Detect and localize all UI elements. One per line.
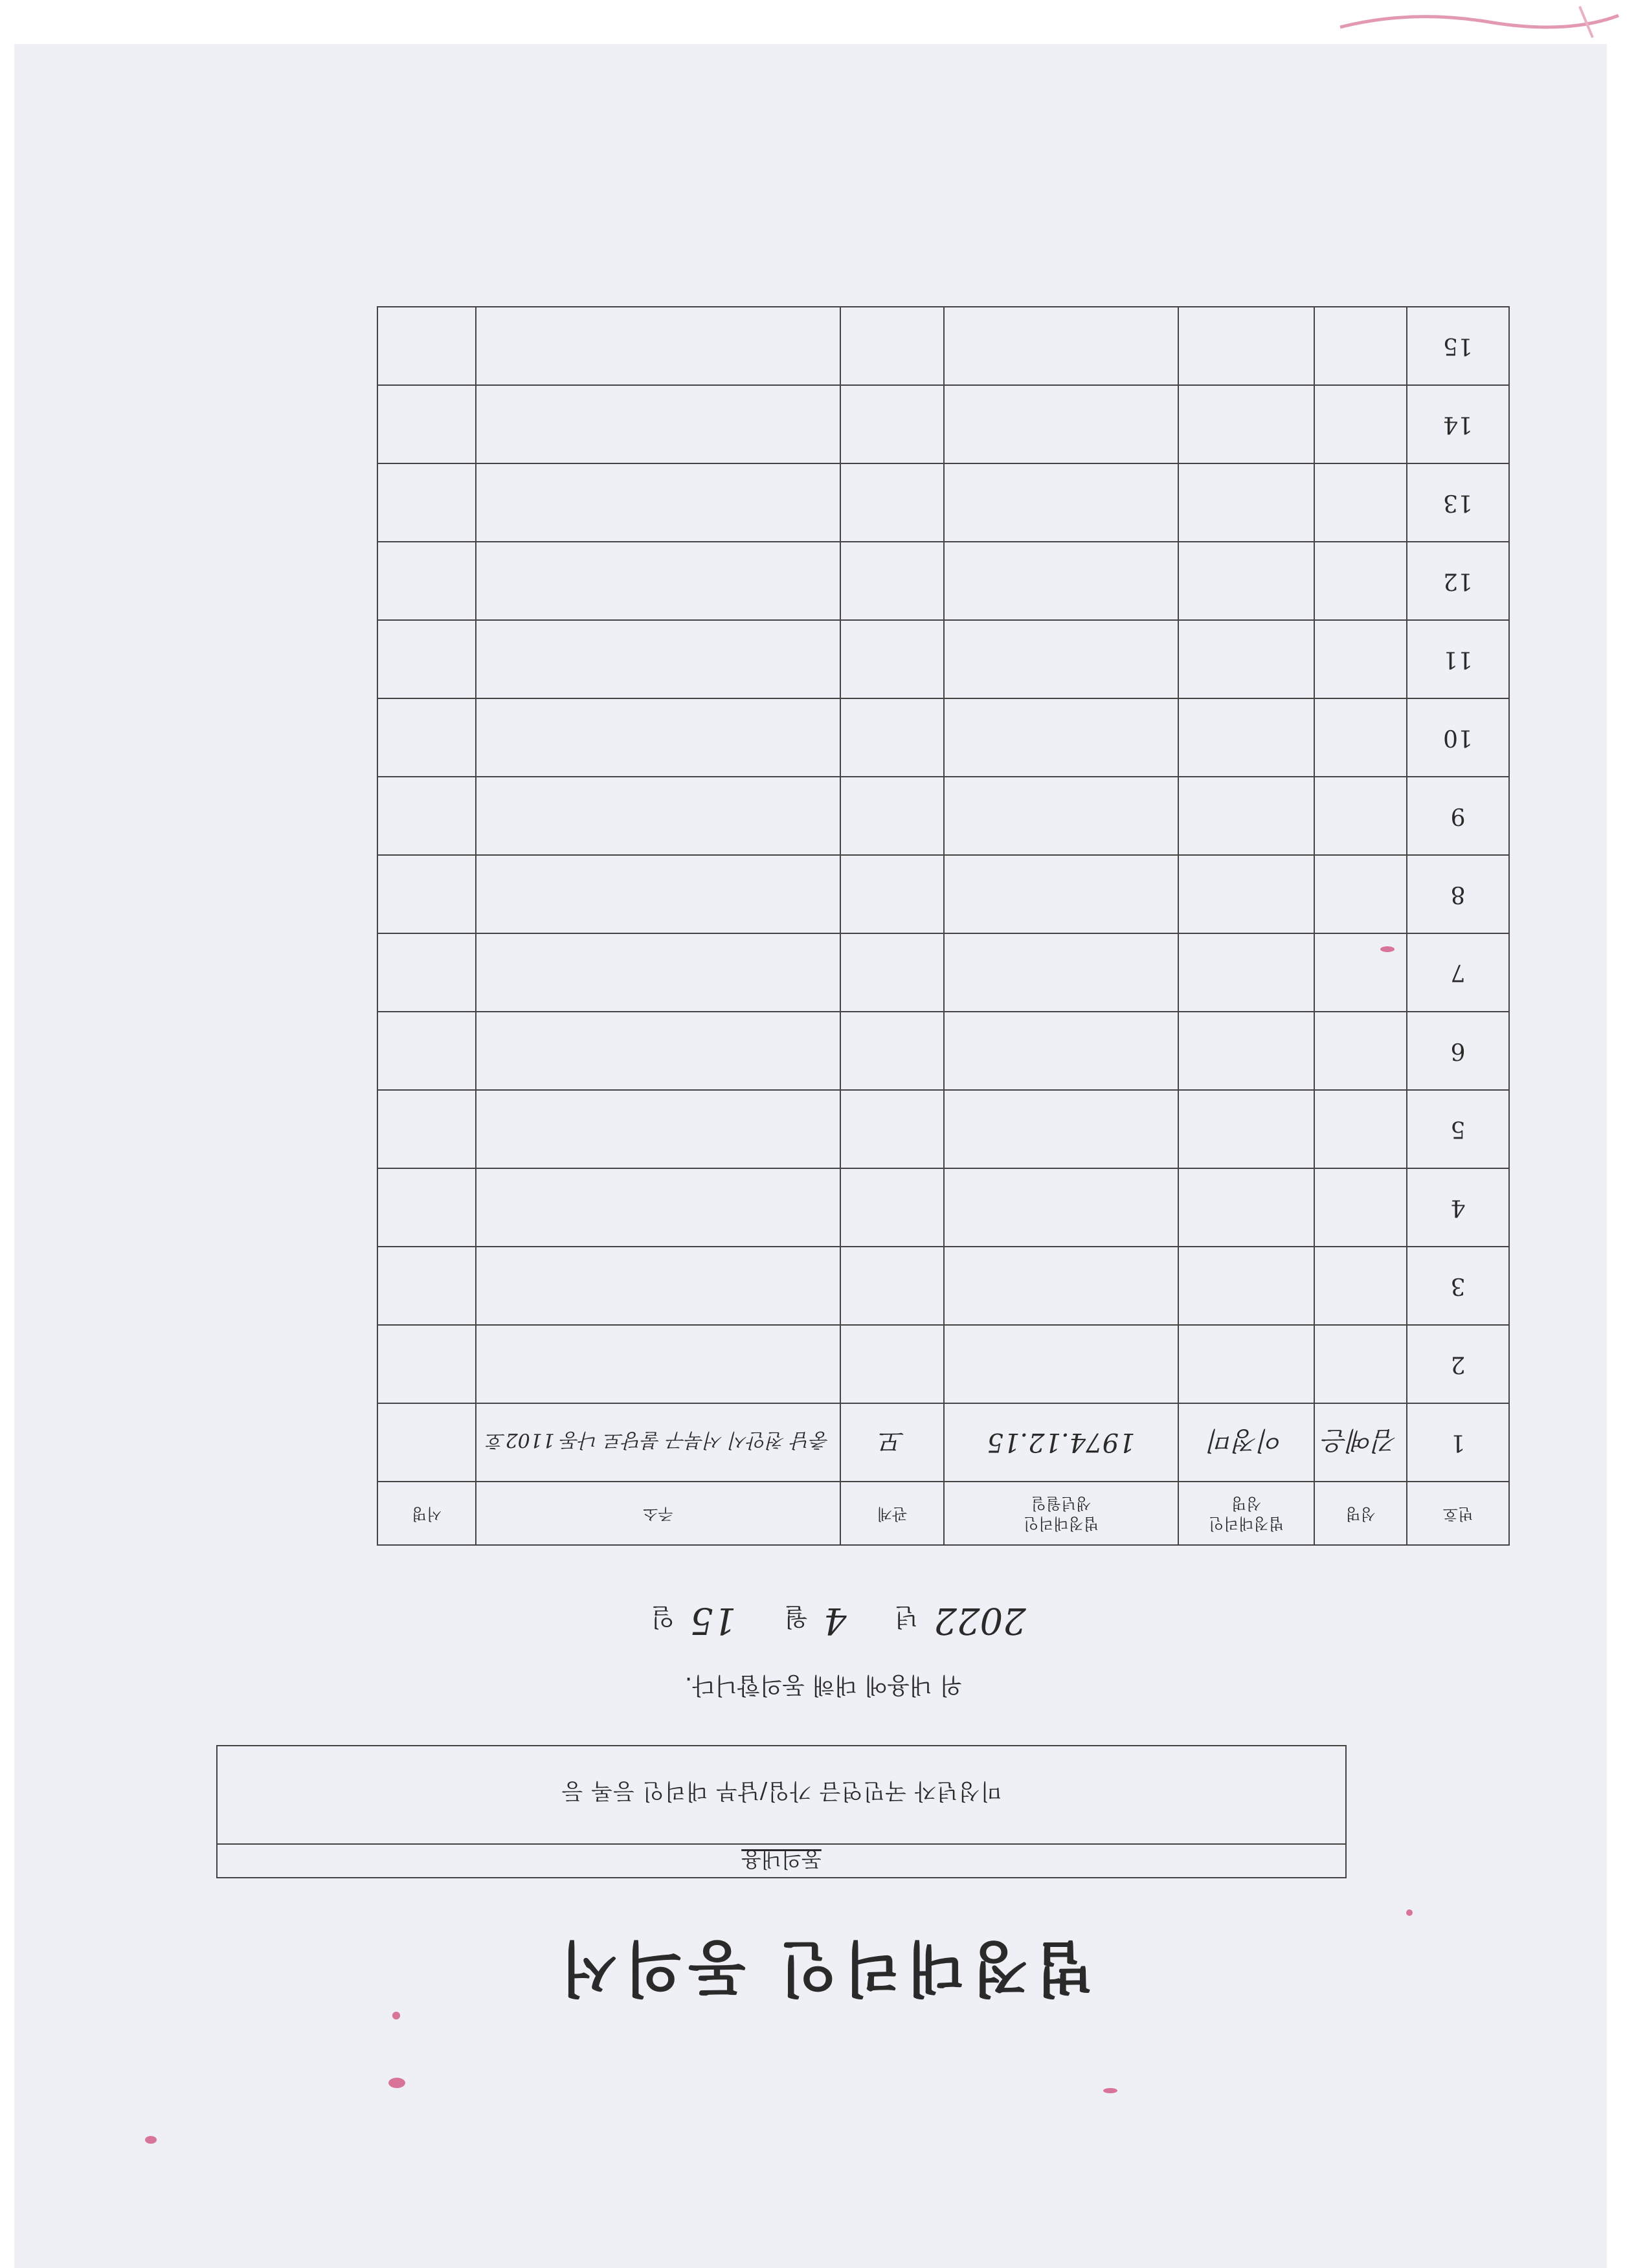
cell-signature bbox=[377, 777, 476, 855]
cell-no: 10 bbox=[1407, 698, 1509, 777]
cell-signature bbox=[377, 542, 476, 620]
cell-guardian-birth bbox=[944, 777, 1178, 855]
cell-address bbox=[476, 1168, 840, 1247]
cell-guardian-birth bbox=[944, 698, 1178, 777]
cell-guardian-birth bbox=[944, 620, 1178, 698]
cell-address bbox=[476, 1012, 840, 1090]
cell-guardian-birth bbox=[944, 1090, 1178, 1168]
representative-table bbox=[377, 306, 1510, 1546]
cell-guardian-name bbox=[1178, 933, 1314, 1012]
cell-address bbox=[476, 698, 840, 777]
table-row bbox=[377, 307, 1509, 385]
cell-relation bbox=[840, 1325, 944, 1403]
column-header: 법정대리인 성명 bbox=[1178, 1482, 1314, 1545]
cell-name bbox=[1314, 1168, 1407, 1247]
cell-name bbox=[1314, 620, 1407, 698]
column-header: 주소 bbox=[476, 1482, 840, 1545]
table-row bbox=[377, 385, 1509, 463]
cell-name: 김예은 bbox=[1314, 1403, 1407, 1482]
cell-relation bbox=[840, 855, 944, 933]
cell-name bbox=[1314, 777, 1407, 855]
date-day: 15 bbox=[689, 1599, 737, 1641]
cell-no: 2 bbox=[1407, 1325, 1509, 1403]
cell-address bbox=[476, 1090, 840, 1168]
cell-no: 13 bbox=[1407, 463, 1509, 542]
cell-relation bbox=[840, 777, 944, 855]
cell-signature bbox=[377, 1325, 476, 1403]
cell-guardian-name bbox=[1178, 620, 1314, 698]
cell-signature bbox=[377, 463, 476, 542]
cell-signature bbox=[377, 1247, 476, 1325]
cell-address bbox=[476, 777, 840, 855]
date-year: 2022 bbox=[934, 1599, 1026, 1641]
column-header: 관계 bbox=[840, 1482, 944, 1545]
cell-signature bbox=[377, 1090, 476, 1168]
cell-name bbox=[1314, 542, 1407, 620]
cell-relation: 모 bbox=[840, 1403, 944, 1482]
document-title: 법정대리인 동의서 bbox=[554, 1933, 1093, 2003]
cell-relation bbox=[840, 698, 944, 777]
cell-signature bbox=[377, 385, 476, 463]
cell-no: 15 bbox=[1407, 307, 1509, 385]
cell-relation bbox=[840, 307, 944, 385]
cell-relation bbox=[840, 385, 944, 463]
cell-no: 6 bbox=[1407, 1012, 1509, 1090]
cell-guardian-birth: 1974.12.15 bbox=[944, 1403, 1178, 1482]
cell-name bbox=[1314, 1247, 1407, 1325]
cell-guardian-name bbox=[1178, 855, 1314, 933]
cell-no: 5 bbox=[1407, 1090, 1509, 1168]
cell-address bbox=[476, 620, 840, 698]
cell-name bbox=[1314, 933, 1407, 1012]
cell-guardian-birth bbox=[944, 463, 1178, 542]
cell-address bbox=[476, 855, 840, 933]
cell-guardian-birth bbox=[944, 1168, 1178, 1247]
date-line bbox=[0, 1599, 1647, 1641]
table-row bbox=[377, 1168, 1509, 1247]
cell-no: 12 bbox=[1407, 542, 1509, 620]
cell-relation bbox=[840, 1090, 944, 1168]
table-row bbox=[377, 1247, 1509, 1325]
cell-no: 14 bbox=[1407, 385, 1509, 463]
cell-guardian-birth bbox=[944, 1012, 1178, 1090]
cell-no: 9 bbox=[1407, 777, 1509, 855]
cell-signature bbox=[377, 1012, 476, 1090]
cell-guardian-name bbox=[1178, 1090, 1314, 1168]
date-month: 4 bbox=[823, 1599, 847, 1641]
cell-address bbox=[476, 542, 840, 620]
cell-guardian-name bbox=[1178, 1247, 1314, 1325]
cell-guardian-name bbox=[1178, 1012, 1314, 1090]
table-row bbox=[377, 1403, 1509, 1482]
table-row bbox=[377, 620, 1509, 698]
cell-guardian-name bbox=[1178, 777, 1314, 855]
cell-no: 4 bbox=[1407, 1168, 1509, 1247]
cell-address bbox=[476, 1247, 840, 1325]
consent-section-body: 미성년자 국민연금 가입/납부 대리인 등록 등 bbox=[561, 1778, 1002, 1805]
cell-guardian-name bbox=[1178, 1325, 1314, 1403]
cell-guardian-name bbox=[1178, 1168, 1314, 1247]
cell-name bbox=[1314, 463, 1407, 542]
cell-name bbox=[1314, 1090, 1407, 1168]
cell-guardian-birth bbox=[944, 1247, 1178, 1325]
cell-name bbox=[1314, 1325, 1407, 1403]
cell-guardian-name bbox=[1178, 307, 1314, 385]
table-row bbox=[377, 698, 1509, 777]
cell-guardian-name bbox=[1178, 698, 1314, 777]
cell-no: 1 bbox=[1407, 1403, 1509, 1482]
column-header: 서명 bbox=[377, 1482, 476, 1545]
cell-address bbox=[476, 385, 840, 463]
cell-address bbox=[476, 1325, 840, 1403]
cell-relation bbox=[840, 463, 944, 542]
cell-guardian-birth bbox=[944, 933, 1178, 1012]
cell-name bbox=[1314, 698, 1407, 777]
cell-address: 충남 천안시 서북구 불당로 나동 1102호 bbox=[476, 1403, 840, 1482]
cell-address bbox=[476, 933, 840, 1012]
cell-relation bbox=[840, 1247, 944, 1325]
cell-name bbox=[1314, 1012, 1407, 1090]
cell-name bbox=[1314, 307, 1407, 385]
cell-name bbox=[1314, 855, 1407, 933]
cell-relation bbox=[840, 933, 944, 1012]
cell-relation bbox=[840, 1168, 944, 1247]
table-header-row bbox=[377, 1482, 1509, 1545]
table-row bbox=[377, 1325, 1509, 1403]
table-body bbox=[377, 307, 1509, 1482]
cell-guardian-birth bbox=[944, 385, 1178, 463]
cell-guardian-birth bbox=[944, 1325, 1178, 1403]
cell-signature bbox=[377, 933, 476, 1012]
cell-relation bbox=[840, 542, 944, 620]
cell-no: 11 bbox=[1407, 620, 1509, 698]
cell-signature bbox=[377, 620, 476, 698]
table-row bbox=[377, 542, 1509, 620]
table-row bbox=[377, 1090, 1509, 1168]
consent-section bbox=[216, 1745, 1347, 1878]
consent-section-header: 동의내용 bbox=[218, 1843, 1345, 1877]
cell-guardian-name bbox=[1178, 542, 1314, 620]
cell-signature bbox=[377, 698, 476, 777]
cell-relation bbox=[840, 620, 944, 698]
column-header: 법정대리인 생년월일 bbox=[944, 1482, 1178, 1545]
cell-guardian-birth bbox=[944, 307, 1178, 385]
column-header: 성명 bbox=[1314, 1482, 1407, 1545]
column-header: 번호 bbox=[1407, 1482, 1509, 1545]
table-row bbox=[377, 933, 1509, 1012]
table-row bbox=[377, 463, 1509, 542]
date-month-label: 월 bbox=[784, 1603, 808, 1631]
cell-address bbox=[476, 463, 840, 542]
cell-address bbox=[476, 307, 840, 385]
cell-signature bbox=[377, 1403, 476, 1482]
cell-signature bbox=[377, 1168, 476, 1247]
cell-guardian-birth bbox=[944, 855, 1178, 933]
cell-name bbox=[1314, 385, 1407, 463]
table-row bbox=[377, 1012, 1509, 1090]
table-row bbox=[377, 777, 1509, 855]
cell-guardian-name: 이정미 bbox=[1178, 1403, 1314, 1482]
date-year-label: 년 bbox=[894, 1603, 919, 1631]
agreement-statement: 위 내용에 대해 동의합니다. bbox=[684, 1672, 963, 1698]
cell-guardian-name bbox=[1178, 385, 1314, 463]
date-day-label: 일 bbox=[651, 1603, 675, 1631]
cell-no: 8 bbox=[1407, 855, 1509, 933]
cell-signature bbox=[377, 855, 476, 933]
cell-no: 3 bbox=[1407, 1247, 1509, 1325]
cell-relation bbox=[840, 1012, 944, 1090]
cell-guardian-birth bbox=[944, 542, 1178, 620]
table-row bbox=[377, 855, 1509, 933]
cell-signature bbox=[377, 307, 476, 385]
cell-no: 7 bbox=[1407, 933, 1509, 1012]
cell-guardian-name bbox=[1178, 463, 1314, 542]
